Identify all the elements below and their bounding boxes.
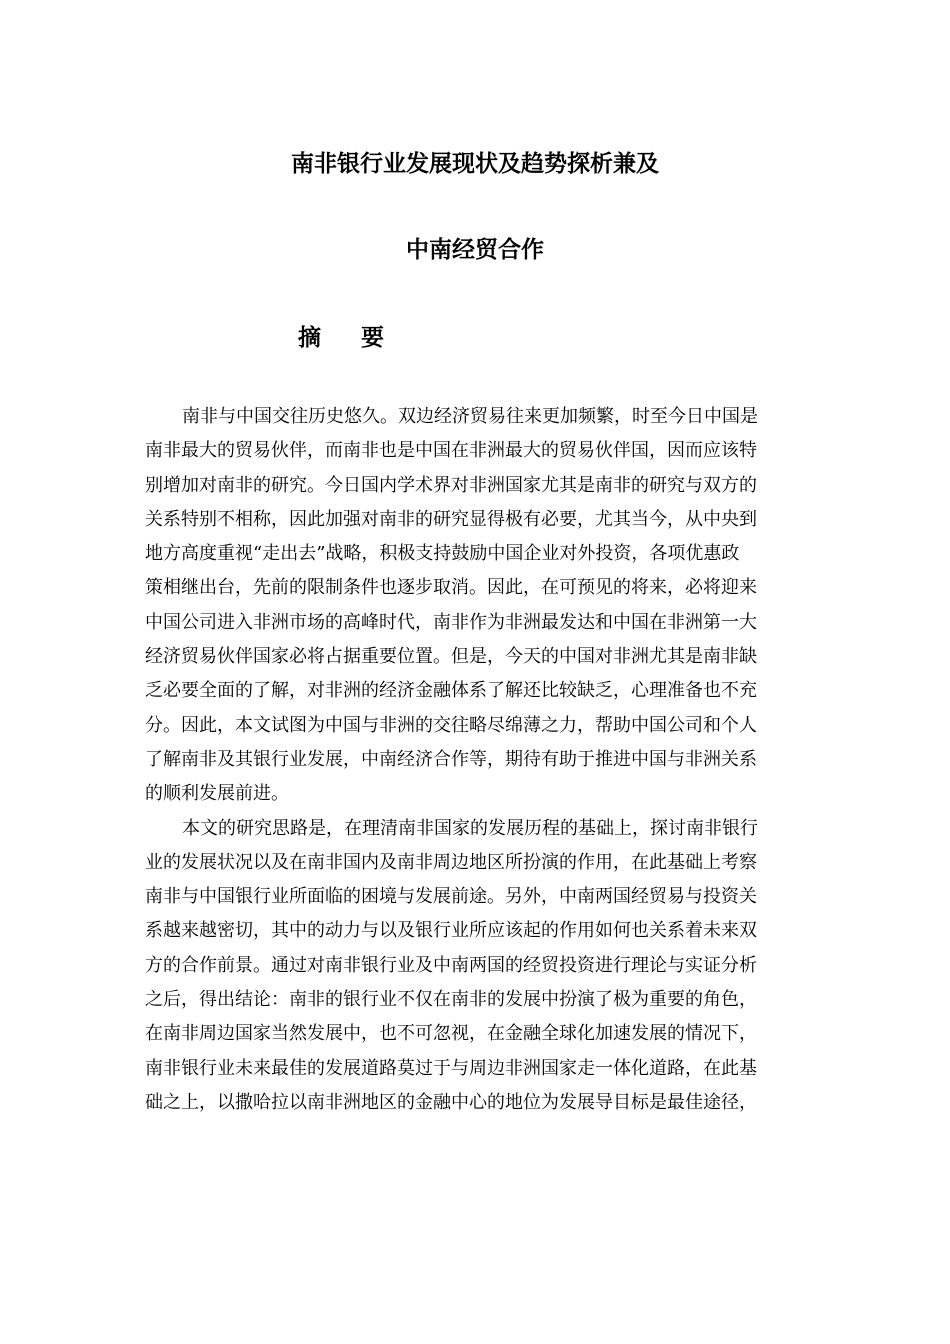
paragraph-line: 础之上，以撒哈拉以南非洲地区的金融中心的地位为发展导目标是最佳途径， [145, 1091, 757, 1113]
paragraph-line: 本文的研究思路是，在理清南非国家的发展历程的基础上，探讨南非银行 [182, 817, 758, 839]
paragraph-line: 乏必要全面的了解，对非洲的经济金融体系了解还比较缺乏，心理准备也不充 [145, 680, 757, 702]
paragraph-line: 在南非周边国家当然发展中，也不可忽视，在金融全球化加速发展的情况下， [145, 1023, 757, 1045]
paragraph-line: 经济贸易伙伴国家必将占据重要位置。但是，今天的中国对非洲尤其是南非缺 [145, 646, 757, 668]
document-title-line-2: 中南经贸合作 [406, 237, 544, 263]
paragraph-line: 南非最大的贸易伙伴，而南非也是中国在非洲最大的贸易伙伴国，因而应该特 [145, 440, 757, 462]
abstract-body [145, 400, 805, 1120]
paragraph-line: 之后，得出结论：南非的银行业不仅在南非的发展中扮演了极为重要的角色， [145, 989, 757, 1011]
paragraph-line: 方的合作前景。通过对南非银行业及中南两国的经贸投资进行理论与实证分析 [145, 954, 757, 976]
abstract-heading: 摘要 [298, 325, 424, 351]
paragraph-line: 关系特别不相称，因此加强对南非的研究显得极有必要，尤其当今，从中央到 [145, 508, 757, 530]
paragraph-line: 南非银行业未来最佳的发展道路莫过于与周边非洲国家走一体化道路，在此基 [145, 1057, 757, 1079]
paragraph-line: 别增加对南非的研究。今日国内学术界对非洲国家尤其是南非的研究与双方的 [145, 474, 757, 496]
paragraph-line: 中国公司进入非洲市场的高峰时代，南非作为非洲最发达和中国在非洲第一大 [145, 611, 757, 633]
abstract-paragraph-1 [145, 400, 805, 812]
paragraph-line: 南非与中国交往历史悠久。双边经济贸易往来更加频繁，时至今日中国是 [182, 406, 758, 427]
paragraph-line: 系越来越密切，其中的动力与以及银行业所应该起的作用如何也关系着未来双 [145, 920, 757, 942]
paragraph-line: 地方高度重视“走出去”战略，积极支持鼓励中国企业对外投资，各项优惠政 [145, 543, 740, 565]
paragraph-line: 策相继出台，先前的限制条件也逐步取消。因此，在可预见的将来，必将迎来 [145, 577, 757, 599]
paragraph-line: 分。因此，本文试图为中国与非洲的交往略尽绵薄之力，帮助中国公司和个人 [145, 714, 757, 736]
abstract-paragraph-2 [145, 812, 805, 1121]
paragraph-line: 的顺利发展前进。 [145, 783, 289, 805]
document-title-line-1: 南非银行业发展现状及趋势探析兼及 [291, 151, 659, 177]
paragraph-line: 了解南非及其银行业发展，中南经济合作等，期待有助于推进中国与非洲关系 [145, 748, 757, 770]
paragraph-line: 业的发展状况以及在南非国内及南非周边地区所扮演的作用，在此基础上考察 [145, 851, 757, 873]
paragraph-line: 南非与中国银行业所面临的困境与发展前途。另外，中南两国经贸易与投资关 [145, 886, 757, 908]
